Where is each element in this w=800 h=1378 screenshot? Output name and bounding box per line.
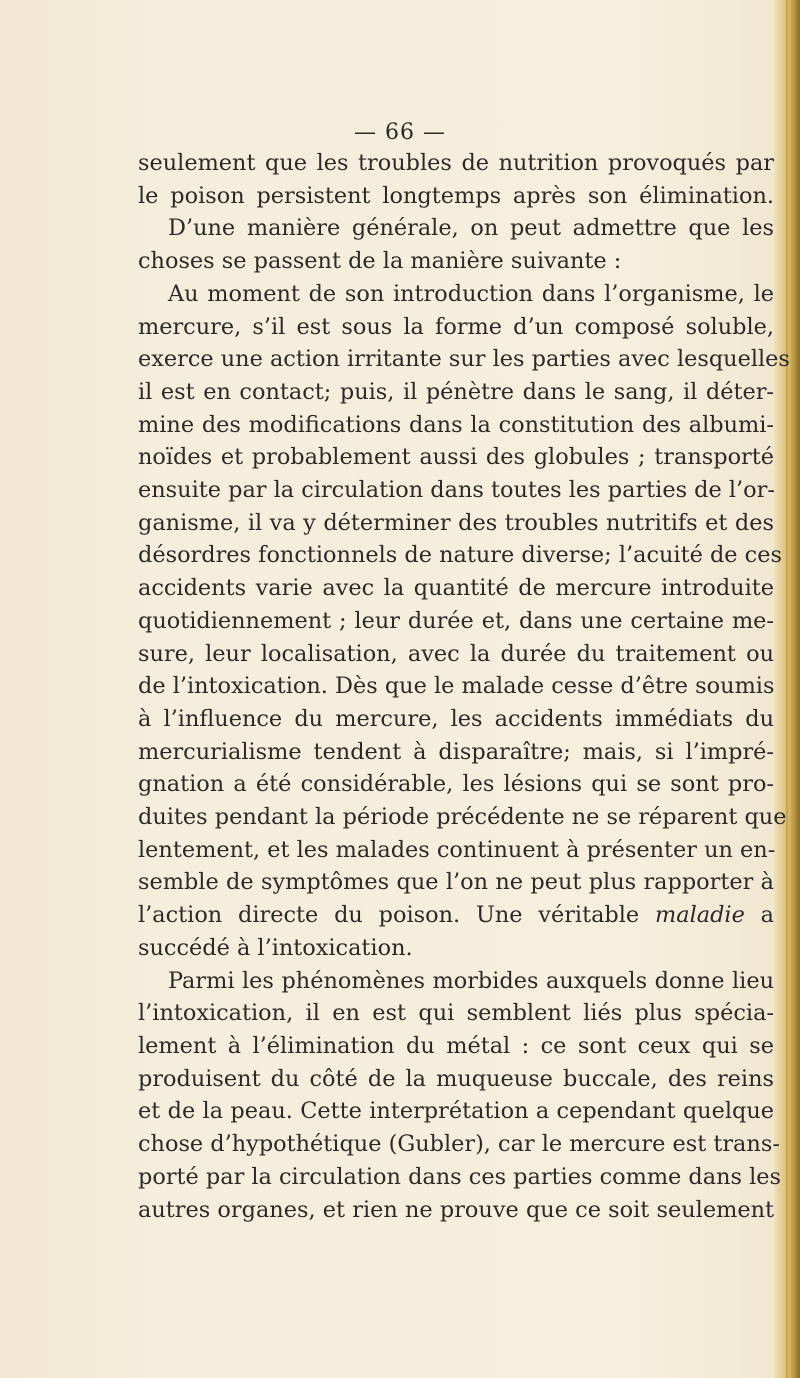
text-line [138,311,774,344]
text-line [138,866,774,899]
text-line-content: succédé à l’intoxication. [138,934,413,961]
text-line [138,409,774,442]
text-line [138,180,774,213]
text-line [138,605,774,638]
text-line [138,1063,774,1096]
text-line [138,147,774,180]
text-line [138,572,774,605]
text-line-content: exerce une action irritante sur les parties avec lesquelles [138,346,790,373]
text-line [138,278,774,311]
text-line-content: duites pendant la période précédente ne se réparent que [138,804,787,831]
text-line [138,965,774,998]
text-line-content: gnation a été considérable, les lésions qui se sont pro- [138,771,774,798]
text-line [138,1194,774,1227]
text-line-content: semble de symptômes que l’on ne peut plus rapporter à [138,869,774,896]
text-line [138,1128,780,1161]
text-line [138,474,774,507]
text-line-content: choses se passent de la manière suivante : [138,248,622,275]
text-line-content: de l’intoxication. Dès que le malade cesse d’être soumis [138,673,775,700]
text-line-content: à l’influence du mercure, les accidents immédiats du [138,705,774,732]
text-line [138,1095,774,1128]
text-line-content: produisent du côté de la muqueuse buccale, des reins [138,1065,774,1092]
text-line [138,736,774,769]
text-line-content: Au moment de son introduction dans l’organisme, le [168,280,774,307]
text-line-content: désordres fonctionnels de nature diverse; l’acuité de ces [138,542,782,569]
text-line-content: quotidiennement ; leur durée et, dans une certaine me- [138,607,774,634]
text-line [138,997,774,1030]
text-line [138,768,774,801]
text-line [138,1030,774,1063]
text-line-content: ganisme, il va y déterminer des troubles nutritifs et des [138,509,774,536]
text-line [138,212,774,245]
text-line [138,670,774,703]
text-line [138,638,774,671]
text-line [138,1161,782,1194]
text-line-content: mercurialisme tendent à disparaître; mais, si l’impré- [138,738,774,765]
text-line [138,376,774,409]
text-line-content: le poison persistent longtemps après son élimination. [138,182,774,209]
text-line-content: porté par la circulation dans ces parties comme dans les [138,1163,782,1190]
text-line-content: lentement, et les malades continuent à présenter un en- [138,836,776,863]
text-line [138,899,774,932]
text-line [138,539,782,572]
text-line-content: autres organes, et rien ne prouve que ce soit seulement [138,1196,774,1223]
emphasized-word: maladie [654,902,745,929]
text-line-content: Parmi les phénomènes morbides auxquels donne lieu [168,967,774,994]
text-line-content: l’action directe du poison. Une véritable [138,902,655,929]
text-line [138,507,774,540]
body-text [138,147,790,1226]
text-line [138,441,774,474]
text-line [138,703,774,736]
text-line [138,245,774,278]
text-line-content: mine des modifications dans la constitution des albumi- [138,411,774,438]
text-line-content: et de la peau. Cette interprétation a cependant quelque [138,1098,774,1125]
text-line-content: sure, leur localisation, avec la durée du traitement ou [138,640,774,667]
text-line-content: ensuite par la circulation dans toutes les parties de l’or- [138,477,775,504]
text-line-content: accidents varie avec la quantité de mercure introduite [138,575,774,602]
text-line-content: seulement que les troubles de nutrition provoqués par [138,150,774,176]
page-edge-line [786,0,788,1378]
text-line-content: l’intoxication, il en est qui semblent liés plus spécia- [138,1000,774,1027]
text-line [138,834,774,867]
text-line-content: chose d’hypothétique (Gubler), car le mercure est trans- [138,1131,780,1158]
text-line-content: lement à l’élimination du métal : ce sont ceux qui se [138,1032,774,1059]
text-line [138,801,787,834]
text-line-content: mercure, s’il est sous la forme d’un composé soluble, [138,313,774,340]
text-line-content: il est en contact; puis, il pénètre dans le sang, il déter- [138,378,774,405]
text-line-tail: a [744,902,774,929]
text-line [138,932,774,965]
text-line [138,343,790,376]
text-line-content: D’une manière générale, on peut admettre que les [168,215,774,242]
text-line-content: noïdes et probablement aussi des globules ; transporté [138,444,774,471]
page-number: — 66 — [354,120,446,145]
